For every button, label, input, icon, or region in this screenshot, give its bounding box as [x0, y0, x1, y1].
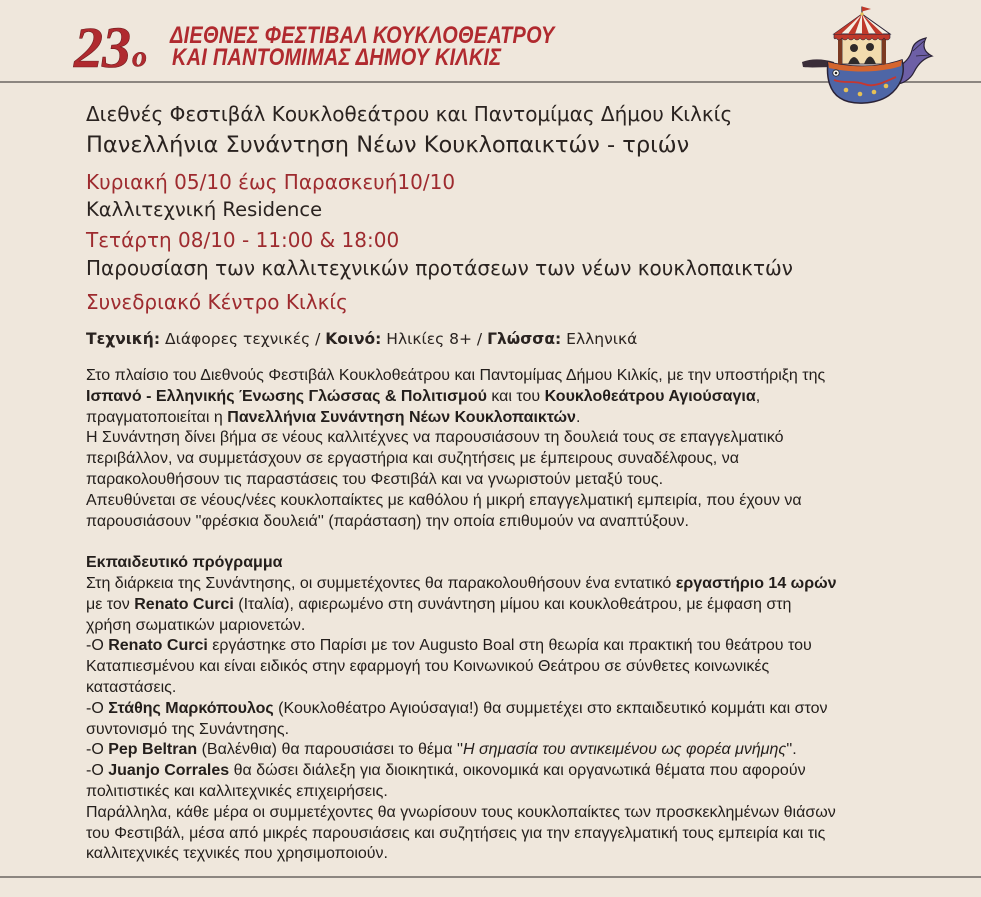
bold-text: Juanjo Corrales [108, 762, 230, 780]
text-segment: χρήση σωματικών μαριονετών. [86, 616, 306, 634]
bold-text: Renato Curci [134, 595, 234, 613]
edition-number: 23 [74, 15, 130, 80]
text-segment: πραγματοποιείται η [86, 408, 228, 426]
program-line [86, 595, 966, 616]
intro-line [86, 470, 966, 491]
residence-dates: Κυριακή 05/10 έως Παρασκευή10/10 [86, 170, 456, 194]
intro-paragraph [86, 366, 966, 532]
event-title: Πανελλήνια Συνάντηση Νέων Κουκλοπαικτών - τριών [86, 132, 690, 158]
text-segment: (Ιταλία), αφιερωμένο στη συνάντηση μίμου και κουκλοθεάτρου, με έμφαση στη [233, 595, 792, 613]
italic-text: Η σημασία του αντικειμένου ως φορέα μνήμης [463, 741, 787, 759]
text-segment: του Φεστιβάλ, μέσα από μικρές παρουσιάσεις και συζητήσεις για την επαγγελματική τους εμπειρία και τις [86, 824, 826, 842]
text-segment: Ελληνικά [561, 330, 638, 348]
text-segment: -Ο [86, 699, 109, 717]
text-segment: καλλιτεχνικές τεχνικές που χρησιμοποιούν. [86, 845, 388, 863]
footer-divider [0, 876, 981, 878]
bold-text: Renato Curci [108, 637, 208, 655]
intro-line [86, 449, 966, 470]
text-segment: Στη διάρκεια της Συνάντησης, οι συμμετέχοντες θα παρακολουθήσουν ένα εντατικό [86, 574, 676, 592]
text-segment: -Ο [86, 637, 109, 655]
text-segment: παρακολουθήσουν τις παραστάσεις του Φεστιβάλ και να γνωριστούν μεταξύ τους. [86, 470, 664, 488]
bold-text: Ισπανό - Ελληνικής Ένωσης Γλώσσας & Πολιτισμού [86, 387, 487, 405]
text-segment: ''. [786, 741, 797, 759]
text-segment: -Ο [86, 762, 109, 780]
description-body [86, 366, 966, 865]
bold-text: Pep Beltran [108, 741, 198, 759]
program-paragraph [86, 574, 966, 865]
text-segment: πολιτιστικές και καλλιτεχνικές επιχειρήσεις. [86, 782, 388, 800]
program-heading: Εκπαιδευτικό πρόγραμμα [86, 554, 283, 572]
program-line [86, 740, 966, 761]
event-details [86, 327, 637, 351]
text-segment: καταστάσεις. [86, 678, 177, 696]
text-segment: Απευθύνεται σε νέους/νέες κουκλοπαίκτες με καθόλου ή μικρή επαγγελματική εμπειρία, που έχουν να [86, 491, 802, 509]
text-segment: συντονισμό της Συνάντησης. [86, 720, 290, 738]
program-line [86, 782, 966, 803]
festival-name: Διεθνές Φεστιβάλ Κουκλοθεάτρου και Παντομίμας Δήμου Κιλκίς [86, 102, 733, 126]
text-segment: Παράλληλα, κάθε μέρα οι συμμετέχοντες θα γνωρίσουν τους κουκλοπαίκτες των προσκεκλημένων θιάσων [86, 803, 836, 821]
festival-title-line-1: ΔΙΕΘΝΕΣ ΦΕΣΤΙΒΑΛ ΚΟΥΚΛΟΘΕΑΤΡΟΥ [170, 22, 555, 49]
text-segment: . [575, 408, 581, 426]
puppet-boat-icon [800, 6, 935, 110]
text-segment: περιβάλλον, να συμμετάσχουν σε εργαστήρια και συζητήσεις με έμπειρους συναδέλφους, να [86, 450, 739, 468]
text-segment: (Βαλένθια) θα παρουσιάσει το θέμα '' [197, 741, 464, 759]
presentation-schedule: Τετάρτη 08/10 - 11:00 & 18:00 [86, 228, 400, 252]
festival-title-line-2: ΚΑΙ ΠΑΝΤΟΜΙΜΑΣ ΔΗΜΟΥ ΚΙΛΚΙΣ [172, 44, 502, 71]
text-segment: Καταπιεσμένου και είναι ειδικός στην εφαρμογή του Κοινωνικού Θεάτρου σε σύνθετες κοινωνικές [86, 658, 770, 676]
program-line [86, 657, 966, 678]
bold-text: Τεχνική: [86, 330, 161, 348]
venue: Συνεδριακό Κέντρο Κιλκίς [86, 290, 348, 314]
program-line [86, 699, 966, 720]
text-segment: (Κουκλοθέατρο Αγιούσαγια!) θα συμμετέχει στο εκπαιδευτικό κομμάτι και στον [273, 699, 828, 717]
program-line [86, 824, 966, 845]
program-line [86, 574, 966, 595]
bold-text: Κουκλοθεάτρου Αγιούσαγια [544, 387, 756, 405]
edition-suffix: ο [132, 40, 147, 73]
text-segment: Διάφορες τεχνικές / [160, 330, 326, 348]
presentation-label: Παρουσίαση των καλλιτεχνικών προτάσεων των νέων κουκλοπαικτών [86, 256, 793, 280]
program-line [86, 761, 966, 782]
paragraph-spacer [86, 532, 966, 553]
intro-line [86, 366, 966, 387]
program-line [86, 720, 966, 741]
text-segment: -Ο [86, 741, 109, 759]
text-segment: με τον [86, 595, 135, 613]
program-line [86, 803, 966, 824]
text-segment: παρουσιάσουν ''φρέσκια δουλειά'' (παράσταση) την οποία επιθυμούν να αναπτύξουν. [86, 512, 689, 530]
intro-line [86, 387, 966, 408]
program-line [86, 678, 966, 699]
program-line [86, 616, 966, 637]
intro-line [86, 428, 966, 449]
text-segment: , [755, 387, 761, 405]
bold-text: Πανελλήνια Συνάντηση Νέων Κουκλοπαικτών [227, 408, 576, 426]
intro-line [86, 408, 966, 429]
bold-text: Στάθης Μαρκόπουλος [108, 699, 274, 717]
text-segment: και του [486, 387, 545, 405]
text-segment: εργάστηκε στο Παρίσι με τον Augusto Boal στη θεωρία και πρακτική του θεάτρου του [207, 637, 812, 655]
text-segment: Η Συνάντηση δίνει βήμα σε νέους καλλιτέχνες να παρουσιάσουν τη δουλειά τους σε επαγγελματικό [86, 429, 784, 447]
bold-text: Γλώσσα: [487, 330, 562, 348]
text-segment: Στο πλαίσιο του Διεθνούς Φεστιβάλ Κουκλοθεάτρου και Παντομίμας Δήμου Κιλκίς, με την υποστήριξη της [86, 367, 826, 384]
intro-line [86, 491, 966, 512]
bold-text: Κοινό: [325, 330, 382, 348]
program-line [86, 636, 966, 657]
text-segment: Ηλικίες 8+ / [381, 330, 488, 348]
text-segment: θα δώσει διάλεξη για διοικητικά, οικονομικά και οργανωτικά θέματα που αφορούν [229, 762, 806, 780]
residence-label: Καλλιτεχνική Residence [86, 198, 323, 221]
intro-line [86, 512, 966, 533]
bold-text: εργαστήριο 14 ωρών [675, 574, 837, 592]
program-line [86, 844, 966, 865]
